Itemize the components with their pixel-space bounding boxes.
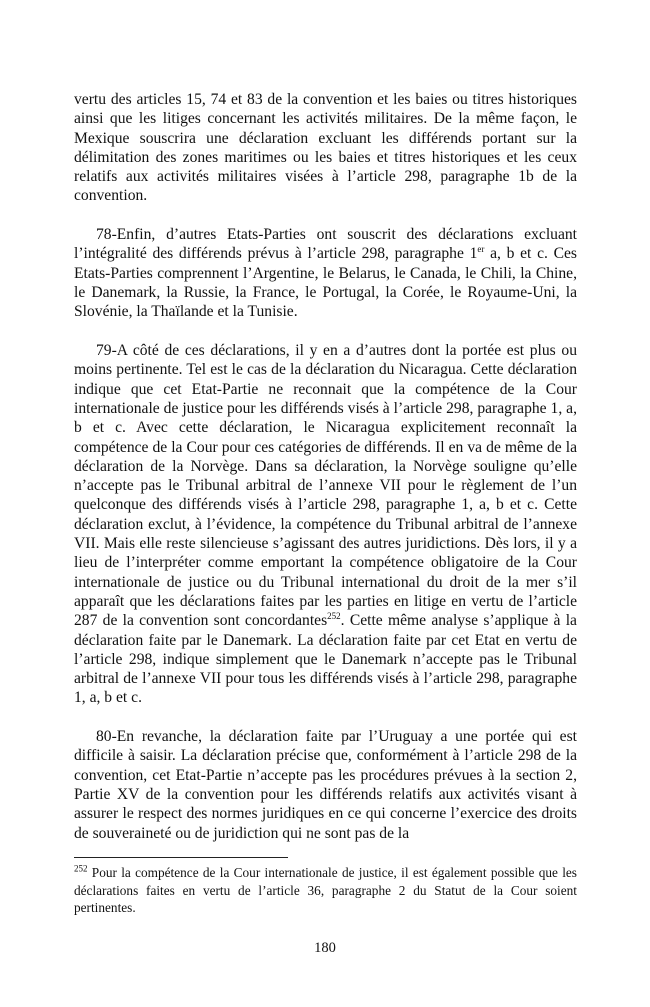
- superscript: 252: [327, 611, 341, 622]
- superscript: er: [477, 244, 485, 255]
- paragraph: [74, 225, 577, 321]
- footnote-text: Pour la compétence de la Cour internationale de justice, il est également possible que les déclarations faites en vertu de l’article 36, paragraphe 2 du Statut de la Cour soient pertinentes.: [74, 865, 577, 915]
- footnote-paragraph: [74, 864, 577, 917]
- paragraph-text: 80-En revanche, la déclaration faite par l’Uruguay a une portée qui est difficile à saisir. La déclaration précise que, conformément à l’article 298 de la convention, cet Etat-Partie n’accepte pas les procédures prévues à la section 2, Partie XV de la convention pour les différends relatifs aux activités visant à assurer le respect des normes juridiques en ce qui concerne l’exercice des droits de souveraineté ou de juridiction qui ne sont pas de la: [74, 728, 577, 842]
- page-number: 180: [314, 940, 336, 956]
- paragraph-text: 79-A côté de ces déclarations, il y en a d’autres dont la portée est plus ou moins pertinente. Tel est le cas de la déclaration du Nicaragua. Cette déclaration indique que cet Etat-Partie ne reconnait que la compétence de la Cour internationale de justice pour les différends visés à l’article 298, paragraphe 1, a, b et c. Avec cette déclaration, le Nicaragua explicitement reconnaît la compétence de la Cour pour ces catégories de différends. Il en va de même de la déclaration de la Norvège. Dans sa déclaration, la Norvège souligne qu’elle n’accepte pas le Tribunal arbitral de l’annexe VII pour le règlement de l’un quelconque des différends visés à l’article 298, paragraphe 1, a, b et c. Cette déclaration exclut, à l’évidence, la compétence du Tribunal arbitral de l’annexe VII. Mais elle reste silencieuse s’agissant des autres juridictions. Dès lors, il y a lieu de l’interpréter comme emportant la compétence obligatoire de la Cour internationale de justice ou du Tribunal international du droit de la mer s’il apparaît que les déclarations faites par les parties en litige en vertu de l’article 287 de la convention sont concordantes: [74, 342, 577, 630]
- footnote-number: 252: [74, 863, 88, 874]
- footnote: [74, 864, 577, 917]
- paragraph-text: a, b et c. Ces Etats-Parties comprennent l’Argentine, le Belarus, le Canada, le Chili, la Chine, le Danemark, la Russie, la France, le Portugal, la Corée, le Royaume-Uni, la Slovénie, la Thaïlande et la Tunisie.: [74, 245, 577, 321]
- paragraph-text: vertu des articles 15, 74 et 83 de la convention et les baies ou titres historiques ainsi que les litiges concernant les activités militaires. De la même façon, le Mexique souscrira une déclaration excluant les différends portant sur la délimitation des zones maritimes ou les baies et titres historiques et les ceux relatifs aux activités militaires visées à l’article 298, paragraphe 1b de la convention.: [74, 91, 577, 205]
- paragraph-text: . Cette même analyse s’applique à la déclaration faite par le Danemark. La déclaration faite par cet Etat en vertu de l’article 298, indique simplement que le Danemark n’accepte pas le Tribunal arbitral de l’annexe VII pour tous les différends visés à l’article 298, paragraphe 1, a, b et c.: [74, 612, 577, 707]
- paragraph: [74, 727, 577, 843]
- main-text: [74, 90, 577, 843]
- paragraph-text: 78-Enfin, d’autres Etats-Parties ont souscrit des déclarations excluant l’intégralité des différends prévus à l’article 298, paragraphe 1: [74, 226, 577, 263]
- paragraph: [74, 90, 577, 206]
- footnote-separator: [74, 857, 288, 858]
- paragraph: [74, 341, 577, 708]
